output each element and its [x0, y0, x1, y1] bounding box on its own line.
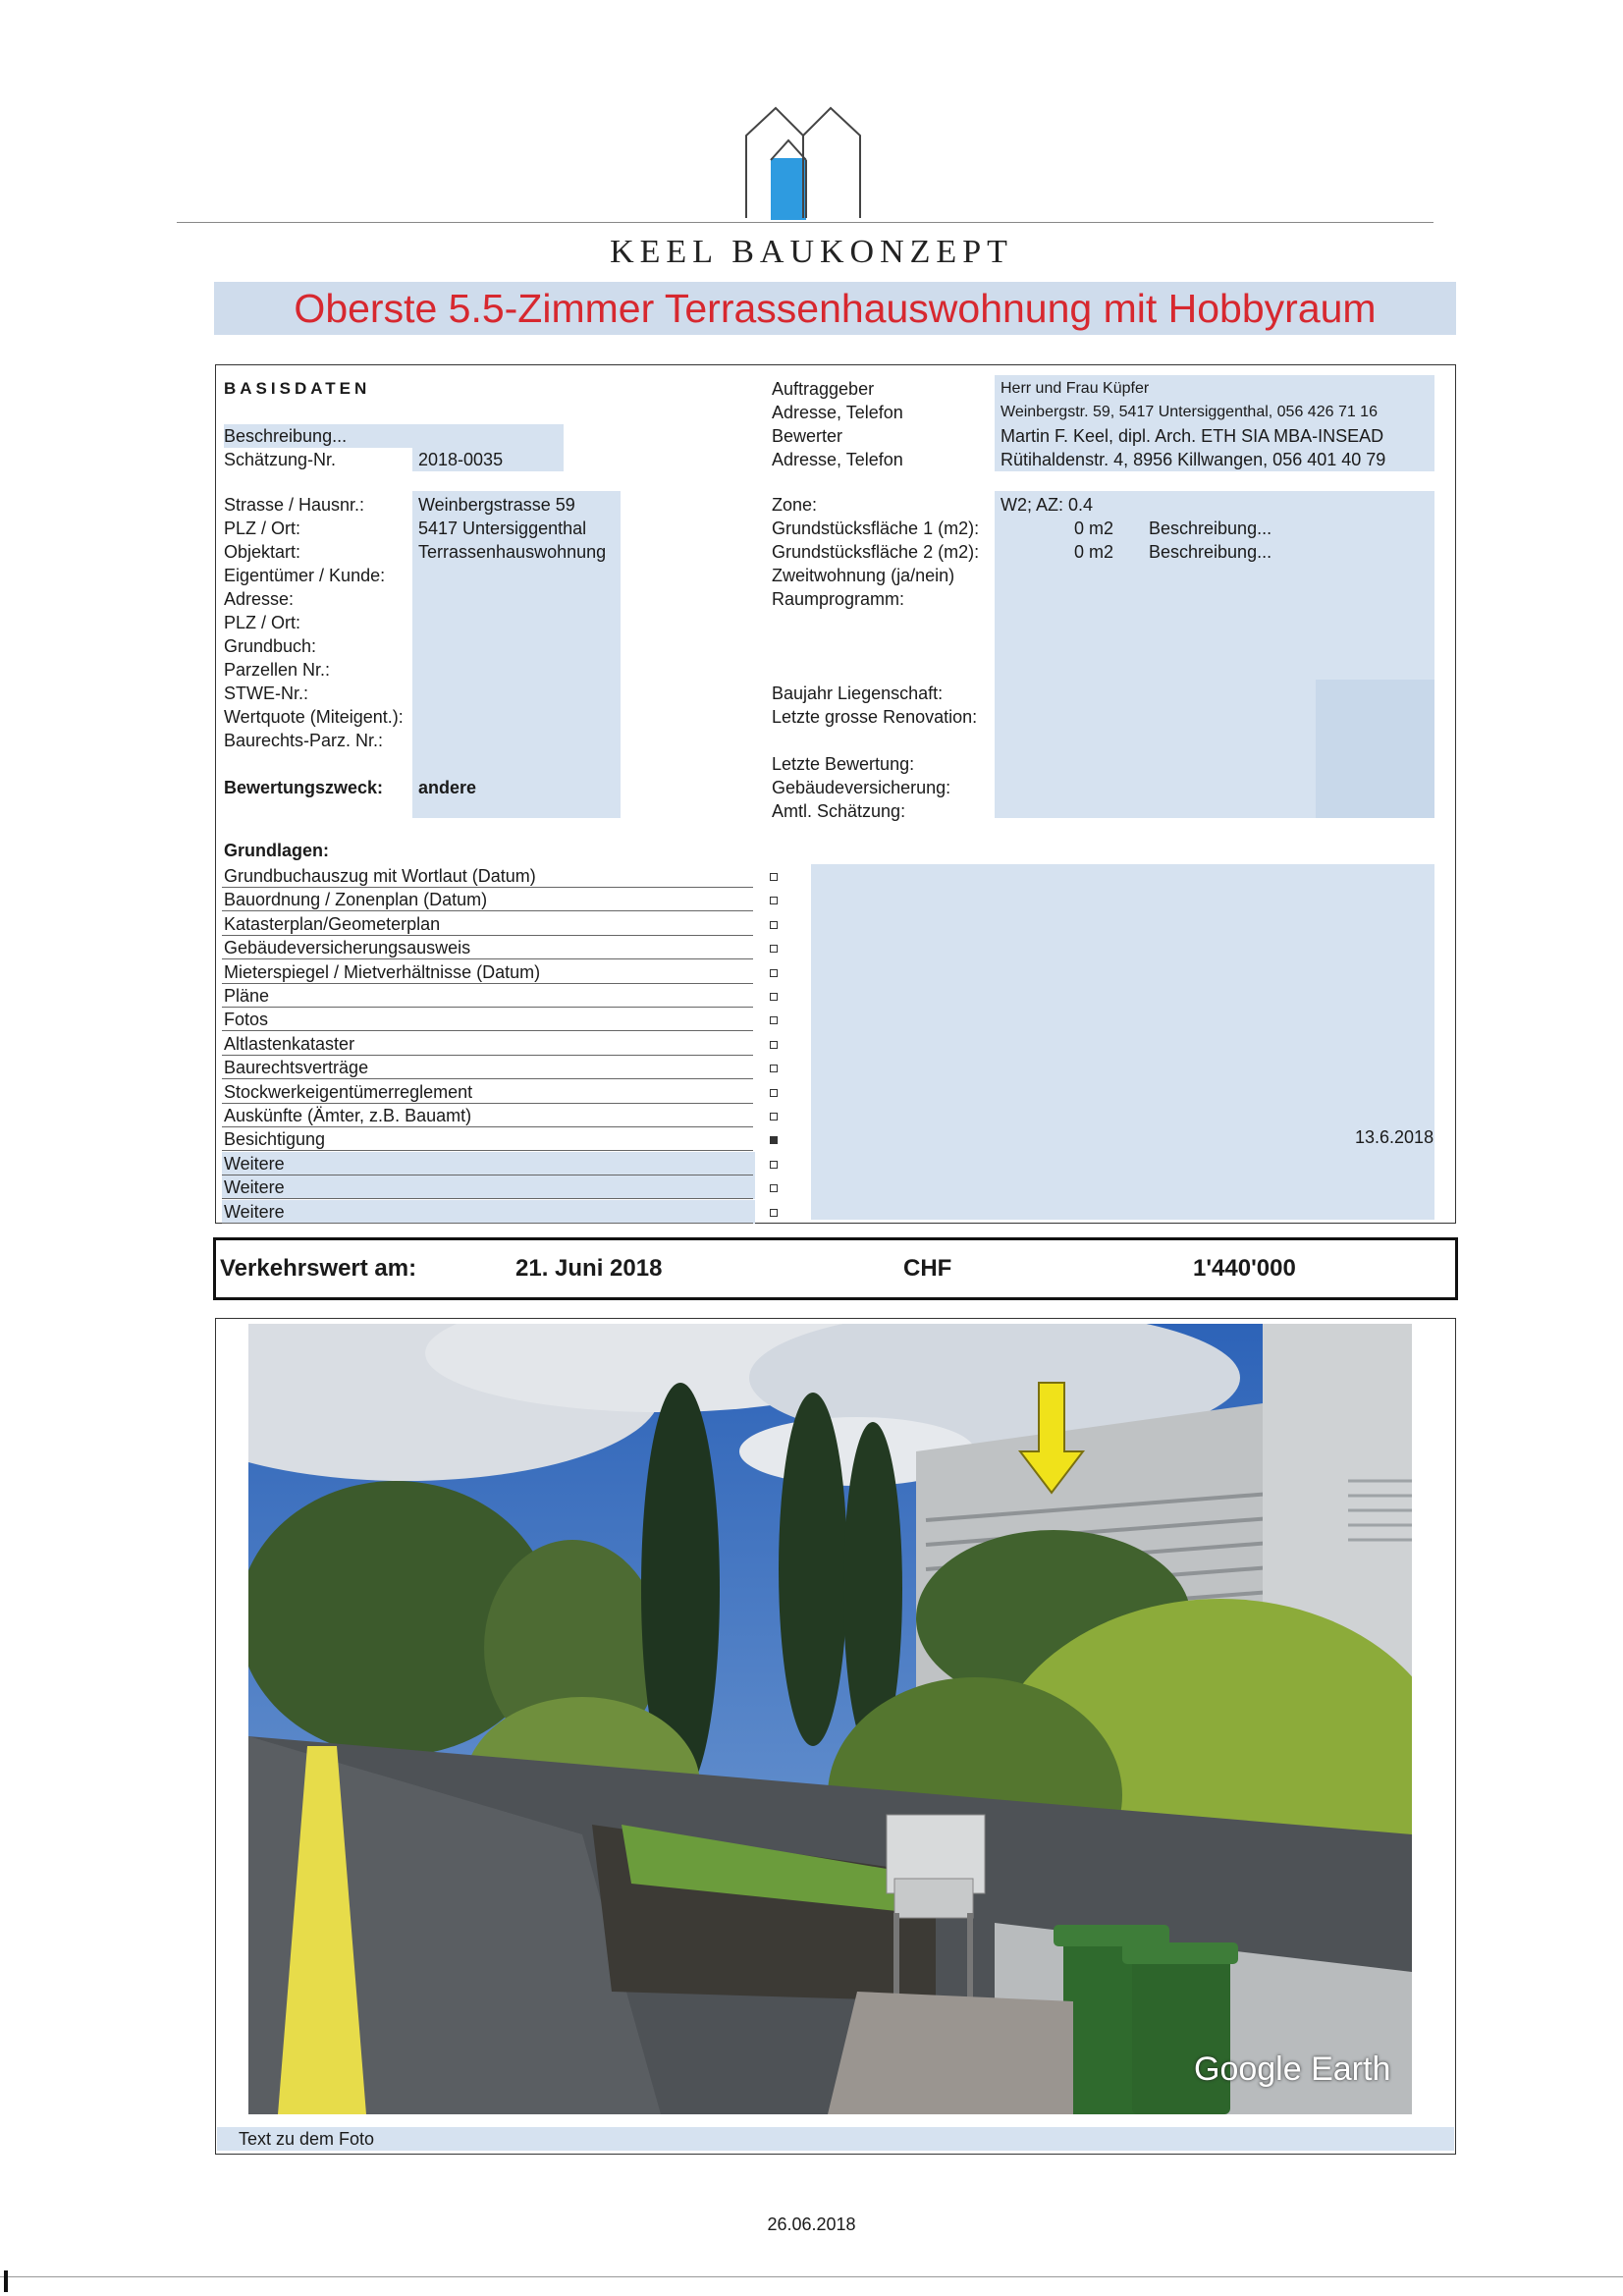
grundlagen-checkbox[interactable]: [770, 969, 778, 977]
schaetzung-value[interactable]: 2018-0035: [412, 448, 564, 471]
zweitwohnung-label: Zweitwohnung (ja/nein): [772, 566, 955, 585]
objekt-field-label: Wertquote (Miteigent.):: [224, 707, 404, 727]
gf2-label: Grundstücksfläche 2 (m2):: [772, 542, 980, 562]
objekt-field-label: Baurechts-Parz. Nr.:: [224, 731, 384, 750]
grundlagen-item: Auskünfte (Ämter, z.B. Bauamt): [224, 1106, 472, 1125]
verkehrswert-box: [213, 1237, 1458, 1300]
zone-label: Zone:: [772, 495, 818, 515]
objekt-field-label: Adresse:: [224, 589, 295, 609]
grundlagen-item: Stockwerkeigentümerreglement: [224, 1081, 473, 1102]
grundlagen-item: Altlastenkataster: [224, 1033, 355, 1054]
grundlagen-item: Besichtigung: [224, 1129, 326, 1150]
zweck-value[interactable]: andere: [418, 778, 477, 797]
grundlagen-item: Grundbuchauszug mit Wortlaut (Datum): [224, 866, 536, 886]
objektart-value[interactable]: Terrassenhauswohnung: [418, 542, 607, 562]
gf1-value[interactable]: 0 m2: [1074, 519, 1114, 538]
besichtigung-date[interactable]: 13.6.2018: [1355, 1127, 1434, 1147]
grundlagen-item: Weitere: [222, 1152, 755, 1175]
grundlagen-checkbox[interactable]: [770, 1136, 778, 1144]
scan-mark: [4, 2270, 8, 2292]
objekt-field-label: PLZ / Ort:: [224, 519, 301, 538]
baujahr-label: Baujahr Liegenschaft:: [772, 683, 944, 703]
beschreibung-field[interactable]: Beschreibung...: [224, 424, 564, 448]
page-title: Oberste 5.5-Zimmer Terrassenhauswohnung mit Hobbyraum: [214, 282, 1456, 335]
objekt-field-label: Strasse / Hausnr.:: [224, 495, 365, 515]
footer-date: 26.06.2018: [767, 2214, 856, 2234]
google-earth-watermark: Google Earth: [1194, 2050, 1391, 2088]
grundlagen-checkbox[interactable]: [770, 1161, 778, 1169]
grundlagen-checkbox[interactable]: [770, 1041, 778, 1049]
bewerter-value[interactable]: Martin F. Keel, dipl. Arch. ETH SIA MBA-INSEAD: [1001, 426, 1384, 446]
schaetzung-label: Schätzung-Nr.: [224, 450, 337, 469]
grundlagen-checkbox[interactable]: [770, 1184, 778, 1192]
gf1-desc[interactable]: Beschreibung...: [1149, 519, 1272, 538]
objekt-field-label: Objektart:: [224, 542, 301, 562]
bottom-rule: [0, 2276, 1623, 2277]
verkehrswert-value: 1'440'000: [1193, 1255, 1296, 1282]
grundlagen-heading: Grundlagen:: [224, 841, 329, 860]
grundlagen-row-line: [222, 1223, 753, 1224]
zone-value[interactable]: W2; AZ: 0.4: [1001, 495, 1094, 515]
gebaeude-label: Gebäudeversicherung:: [772, 778, 951, 797]
objekt-field-label: Grundbuch:: [224, 636, 317, 656]
bewerter-label: Bewerter: [772, 426, 843, 446]
auftraggeber-label: Auftraggeber: [772, 379, 875, 399]
raumprogramm-label: Raumprogramm:: [772, 589, 905, 609]
grundlagen-item: Weitere: [222, 1200, 755, 1224]
adresse-label-1: Adresse, Telefon: [772, 403, 903, 422]
adresse-value-2[interactable]: Rütihaldenstr. 4, 8956 Killwangen, 056 401 40 79: [1001, 450, 1386, 469]
grundlagen-item: Baurechtsverträge: [224, 1058, 369, 1078]
photo-caption[interactable]: Text zu dem Foto: [217, 2127, 1454, 2151]
grundlagen-checkbox[interactable]: [770, 1089, 778, 1097]
grundlagen-checkbox[interactable]: [770, 897, 778, 904]
verkehrswert-label: Verkehrswert am:: [220, 1255, 417, 1282]
amtl-label: Amtl. Schätzung:: [772, 801, 906, 821]
basisdaten-heading: BASISDATEN: [224, 379, 371, 398]
grundlagen-item: Bauordnung / Zonenplan (Datum): [224, 890, 488, 910]
grundlagen-notes-area: [811, 864, 1434, 1220]
grundlagen-checkbox[interactable]: [770, 945, 778, 953]
basisdaten-box: [215, 364, 1456, 1224]
shaded-cell: [1316, 680, 1434, 818]
grundlagen-item: Katasterplan/Geometerplan: [224, 913, 441, 934]
grundlagen-item: Pläne: [224, 986, 270, 1006]
currency-label: CHF: [903, 1255, 952, 1282]
grundlagen-item: Gebäudeversicherungsausweis: [224, 938, 471, 958]
objekt-field-label: Parzellen Nr.:: [224, 660, 331, 680]
strasse-value[interactable]: Weinbergstrasse 59: [418, 495, 575, 515]
grundlagen-checkbox[interactable]: [770, 1209, 778, 1217]
zweck-label: Bewertungszweck:: [224, 778, 384, 797]
grundlagen-checkbox[interactable]: [770, 873, 778, 881]
company-name: KEEL BAUKONZEPT: [610, 234, 1013, 270]
objekt-field-label: STWE-Nr.:: [224, 683, 308, 703]
plz-ort-value[interactable]: 5417 Untersiggenthal: [418, 519, 587, 538]
bewertung-label: Letzte Bewertung:: [772, 754, 915, 774]
objekt-field-label: Eigentümer / Kunde:: [224, 566, 386, 585]
adresse-value-1[interactable]: Weinbergstr. 59, 5417 Untersiggenthal, 056 426 71 16: [1001, 404, 1378, 420]
grundlagen-item: Weitere: [222, 1175, 755, 1199]
grundlagen-item: Mieterspiegel / Mietverhältnisse (Datum): [224, 961, 541, 982]
gf1-label: Grundstücksfläche 1 (m2):: [772, 519, 980, 538]
grundlagen-checkbox[interactable]: [770, 993, 778, 1001]
company-logo: [742, 104, 865, 220]
header-rule: [177, 222, 1434, 223]
grundlagen-checkbox[interactable]: [770, 1113, 778, 1121]
auftraggeber-value[interactable]: Herr und Frau Küpfer: [1001, 380, 1150, 397]
adresse-label-2: Adresse, Telefon: [772, 450, 903, 469]
verkehrswert-date: 21. Juni 2018: [515, 1255, 663, 1282]
objekt-field-label: PLZ / Ort:: [224, 613, 301, 632]
gf2-value[interactable]: 0 m2: [1074, 542, 1114, 562]
grundlagen-checkbox[interactable]: [770, 921, 778, 929]
gf2-desc[interactable]: Beschreibung...: [1149, 542, 1272, 562]
objekt-labels: [224, 493, 404, 752]
grundlagen-checkbox[interactable]: [770, 1016, 778, 1024]
grundlagen-item: Fotos: [224, 1010, 269, 1030]
grundlagen-checkbox[interactable]: [770, 1065, 778, 1072]
street-photo: [248, 1324, 1412, 2114]
renovation-label: Letzte grosse Renovation:: [772, 707, 978, 727]
